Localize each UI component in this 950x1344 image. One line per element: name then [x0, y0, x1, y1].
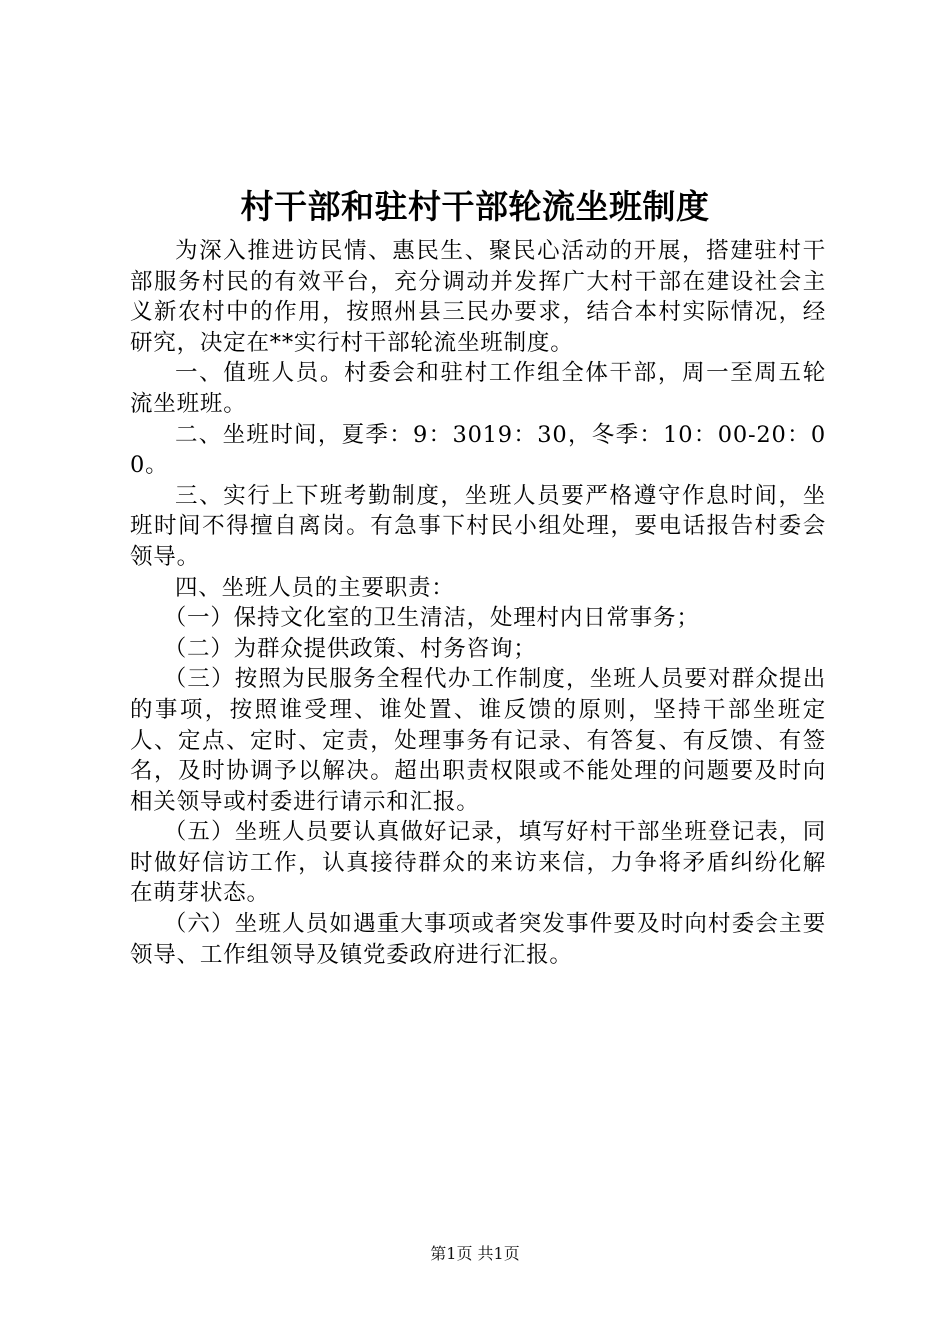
paragraph-duty-time: 二、坐班时间，夏季：9：3019：30，冬季：10：00-20：00。	[130, 421, 826, 479]
paragraph-duty-staff: 一、值班人员。村委会和驻村工作组全体干部，周一至周五轮流坐班班。	[130, 360, 826, 417]
paragraph-item-5: （五）坐班人员要认真做好记录，填写好村干部坐班登记表，同时做好信访工作，认真接待群众的来访来信，力争将矛盾纠纷化解在萌芽状态。	[130, 819, 826, 907]
document-body	[130, 236, 826, 970]
paragraph-responsibilities: 四、坐班人员的主要职责：	[175, 574, 455, 601]
paragraph-intro: 为深入推进访民情、惠民生、聚民心活动的开展，搭建驻村干部服务村民的有效平台，充分调动并发挥广大村干部在建设社会主义新农村中的作用，按照州县三民办要求，结合本村实际情况，经研究，决定在**实行村干部轮流坐班制度。	[130, 238, 826, 356]
paragraph-item-6: （六）坐班人员如遇重大事项或者突发事件要及时向村委会主要领导、工作组领导及镇党委政府进行汇报。	[130, 911, 826, 968]
document-title: 村干部和驻村干部轮流坐班制度	[240, 187, 710, 226]
page-number: 第1页 共1页	[430, 1244, 520, 1263]
paragraph-item-3: （三）按照为民服务全程代办工作制度，坐班人员要对群众提出的事项，按照谁受理、谁处置、谁反馈的原则，坚持干部坐班定人、定点、定时、定责，处理事务有记录、有答复、有反馈、有签名，及时协调予以解决。超出职责权限或不能处理的问题要及时向相关领导或村委进行请示和汇报。	[130, 666, 826, 815]
paragraph-item-2: （二）为群众提供政策、村务咨询；	[163, 635, 537, 662]
paragraph-item-1: （一）保持文化室的卫生清洁，处理村内日常事务；	[163, 605, 700, 632]
paragraph-attendance: 三、实行上下班考勤制度，坐班人员要严格遵守作息时间，坐班时间不得擅自离岗。有急事下村民小组处理，要电话报告村委会领导。	[130, 482, 826, 570]
